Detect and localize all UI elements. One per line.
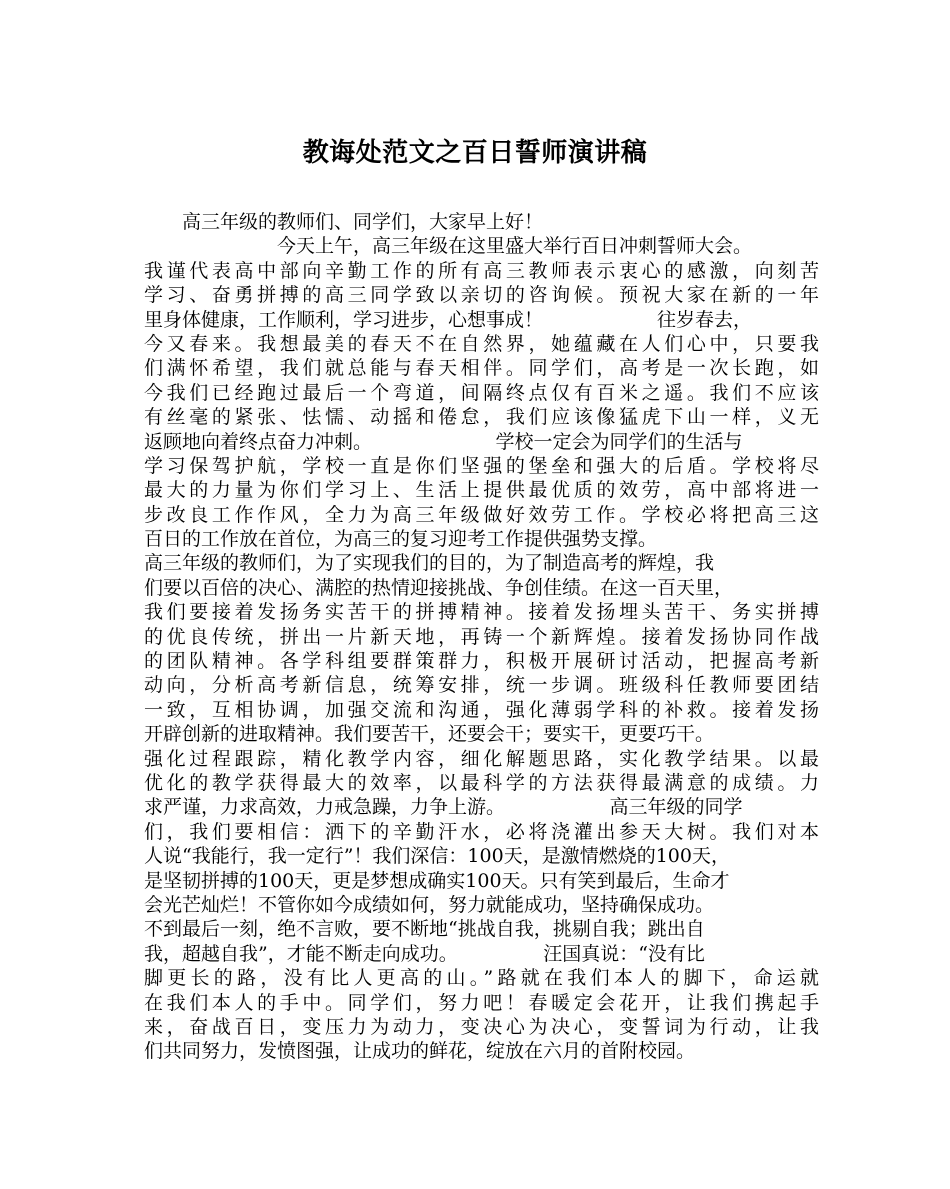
text-line: 优化的教学获得最大的效率，以最科学的方法获得最满意的成绩。力 [144, 771, 819, 794]
text-line: 学习、奋勇拼搏的高三同学致以亲切的咨询候。预祝大家在新的一年 [144, 284, 819, 307]
text-line: 求严谨，力求高效，力戒急躁，力争上游。 高三年级的同学 [144, 796, 743, 819]
text-line: 今天上午，高三年级在这里盛大举行百日冲刺誓师大会。 [144, 235, 753, 258]
text-line: 在我们本人的手中。同学们，努力吧！春暖定会花开，让我们携起手 [144, 991, 819, 1014]
text-line: 来，奋战百日，变压力为动力，变决心为决心，变誓词为行动，让我 [144, 1015, 819, 1038]
document-body [144, 210, 819, 1064]
text-line: 最大的力量为你们学习上、生活上提供最优质的效劳，高中部将进一 [144, 479, 819, 502]
text-line: 人说“我能行，我一定行”！我们深信：100天，是激情燃烧的100天， [144, 845, 730, 868]
text-line: 强化过程跟踪，精化教学内容，细化解题思路，实化教学结果。以最 [144, 747, 819, 770]
text-line: 返顾地向着终点奋力冲刺。 学校一定会为同学们的生活与 [144, 430, 743, 453]
text-line: 开辟创新的进取精神。我们要苦干，还要会干；要实干，更要巧干。 [144, 723, 715, 746]
text-line: 里身体健康，工作顺利，学习进步，心想事成！ 往岁春去， [144, 308, 753, 331]
text-line: 们，我们要相信：洒下的辛勤汗水，必将浇灌出参天大树。我们对本 [144, 820, 819, 843]
text-line: 的团队精神。各学科组要群策群力，积极开展研讨活动，把握高考新 [144, 650, 819, 673]
text-line: 今又春来。我想最美的春天不在自然界，她蕴藏在人们心中，只要我 [144, 332, 819, 355]
text-line: 们要以百倍的决心、满腔的热情迎接挑战、争创佳绩。在这一百天里， [144, 576, 734, 599]
text-line: 不到最后一刻，绝不言败，要不断地“挑战自我，挑剔自我；跳出自 [144, 918, 705, 941]
text-line: 们共同努力，发愤图强，让成功的鲜花，绽放在六月的首附校园。 [144, 1040, 696, 1063]
text-line: 今我们已经跑过最后一个弯道，间隔终点仅有百米之遥。我们不应该 [144, 381, 819, 404]
text-line: 高三年级的教师们，为了实现我们的目的，为了制造高考的辉煌，我 [144, 552, 715, 575]
text-line: 我，超越自我”，才能不断走向成功。 汪国真说：“没有比 [144, 942, 705, 965]
text-line: 有丝毫的紧张、怯懦、动摇和倦怠，我们应该像猛虎下山一样，义无 [144, 406, 819, 429]
document-title: 教诲处范文之百日誓师演讲稿 [302, 138, 648, 168]
text-line: 百日的工作放在首位，为高三的复习迎考工作提供强势支撑。 [144, 528, 658, 551]
text-line: 学习保驾护航，学校一直是你们坚强的堡垒和强大的后盾。学校将尽 [144, 454, 819, 477]
text-line: 我谨代表高中部向辛勤工作的所有高三教师表示衷心的感激，向刻苦 [144, 259, 819, 282]
text-line: 会光芒灿烂！不管你如今成绩如何，努力就能成功，坚持确保成功。 [144, 893, 715, 916]
text-line: 脚更长的路，没有比人更高的山。”路就在我们本人的脚下，命运就 [144, 967, 819, 990]
text-line: 的优良传统，拼出一片新天地，再铸一个新辉煌。接着发扬协同作战 [144, 625, 819, 648]
text-line: 一致，互相协调，加强交流和沟通，强化薄弱学科的补救。接着发扬 [144, 698, 819, 721]
text-line: 高三年级的教师们、同学们，大家早上好！ [144, 211, 544, 233]
text-line: 我们要接着发扬务实苦干的拼搏精神。接着发扬埋头苦干、务实拼搏 [144, 601, 819, 624]
text-line: 步改良工作作风，全力为高三年级做好效劳工作。学校必将把高三这 [144, 503, 819, 526]
text-line: 们满怀希望，我们就总能与春天相伴。同学们，高考是一次长跑，如 [144, 357, 819, 380]
text-line: 是坚韧拼搏的100天，更是梦想成确实100天。只有笑到最后，生命才 [144, 869, 730, 892]
text-line: 动向，分析高考新信息，统筹安排，统一步调。班级科任教师要团结 [144, 674, 819, 697]
